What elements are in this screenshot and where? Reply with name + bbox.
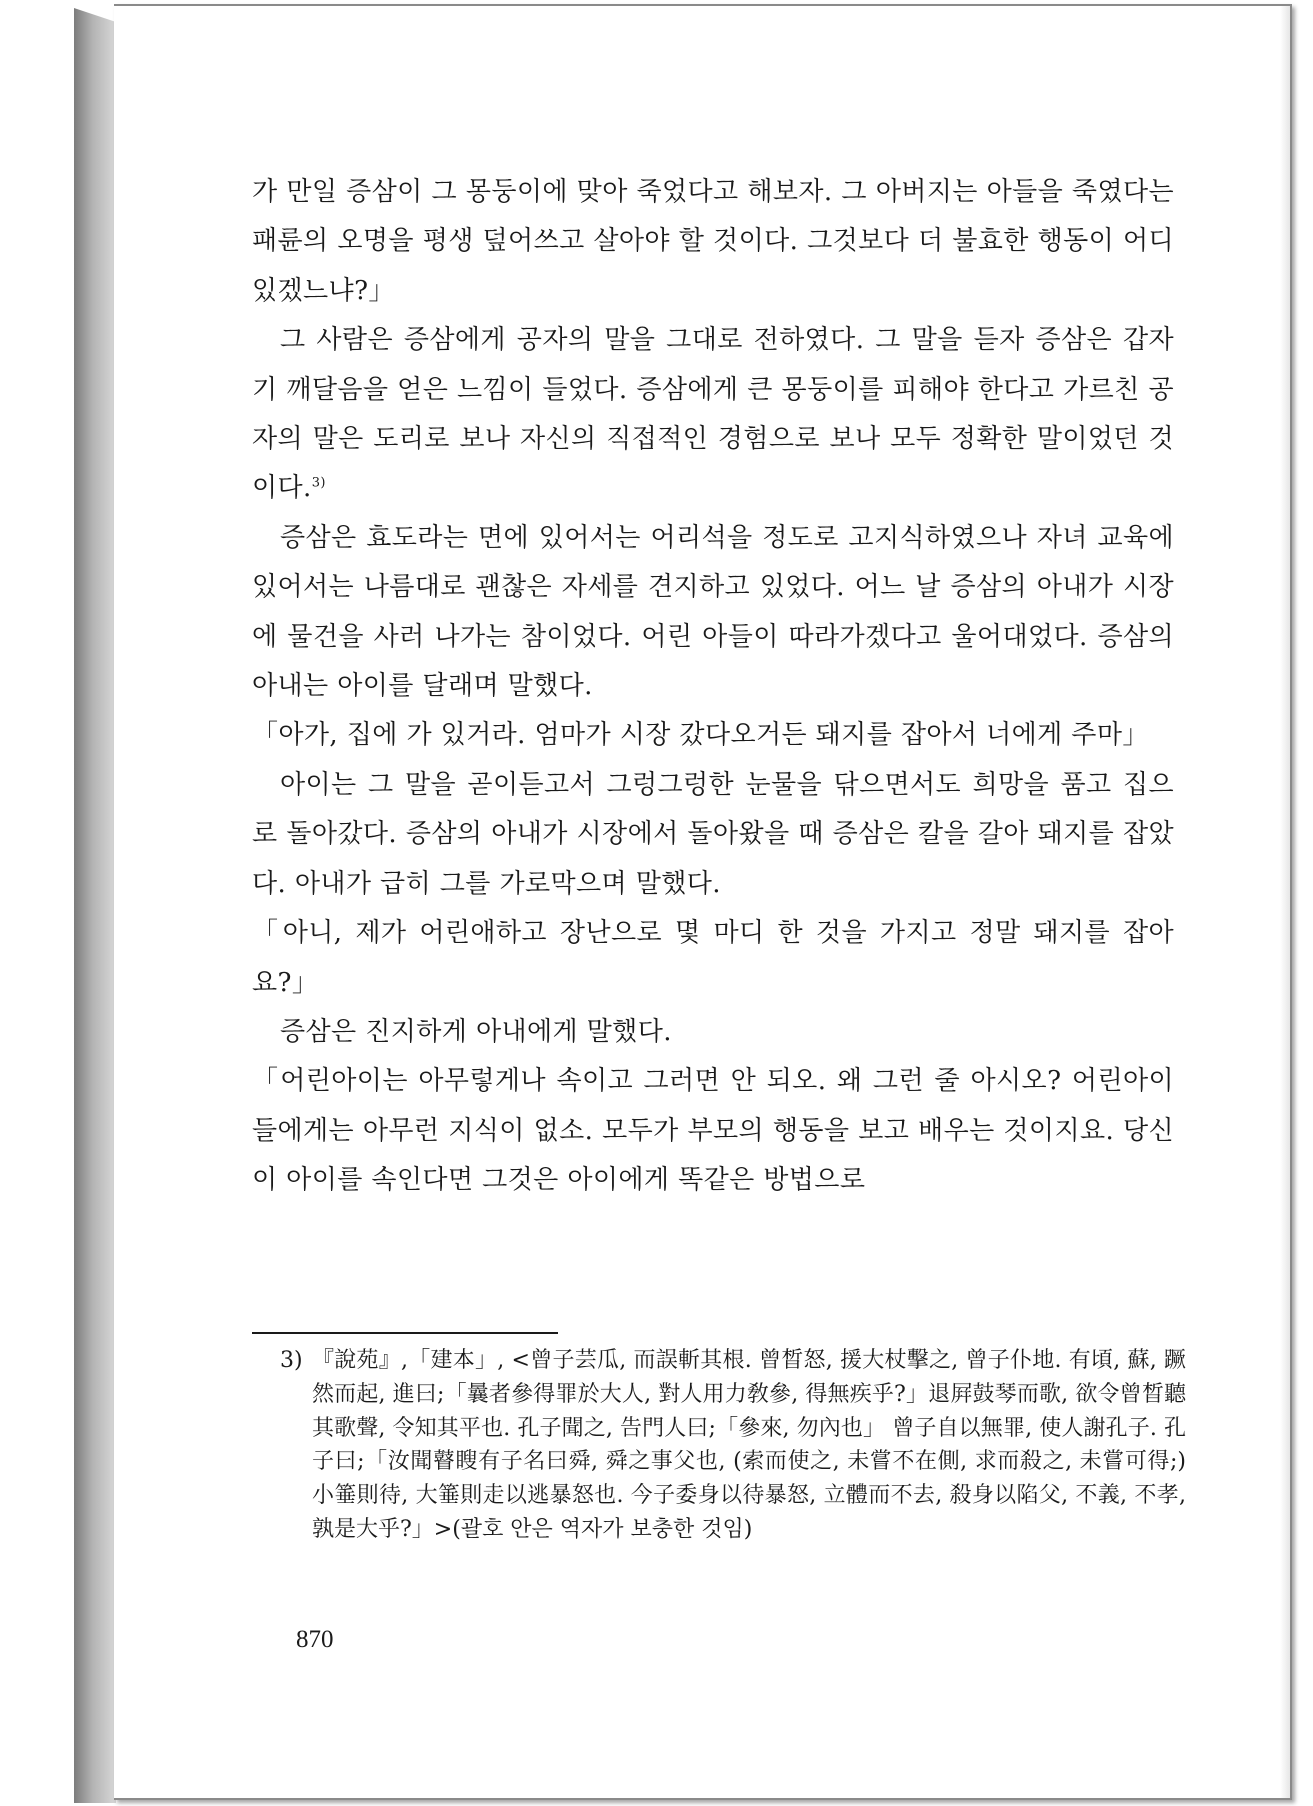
page-edge — [1280, 6, 1290, 1798]
footnote-number: 3) — [280, 1348, 303, 1373]
paragraph-6: 「아니, 제가 어린애하고 장난으로 몇 마디 한 것을 가지고 정말 돼지를 잡아요?」 — [252, 918, 1174, 998]
paragraph-7: 증삼은 진지하게 아내에게 말했다. — [280, 1016, 672, 1047]
paragraph-4: 「아가, 집에 가 있거라. 엄마가 시장 갔다오거든 돼지를 잡아서 너에게 주마」 — [252, 720, 1149, 751]
paragraph-2: 그 사람은 증삼에게 공자의 말을 그대로 전하였다. 그 말을 듣자 증삼은 갑자기 깨달음을 얻은 느낌이 들었다. 증삼에게 큰 몽둥이를 피해야 한다고 가르친 공자의 말은 도리로 보나 자신의 직접적인 경험으로 보나 모두 정확한 말이었던 것이다.$^{3)}$ — [252, 325, 1174, 504]
footnote — [280, 1344, 1186, 1547]
paragraph-1: 가 만일 증삼이 그 몽둥이에 맞아 죽었다고 해보자. 그 아버지는 아들을 죽였다는 패륜의 오명을 평생 덮어쓰고 살아야 할 것이다. 그것보다 더 불효한 행동이 어디 있겠느냐?」 — [252, 177, 1174, 306]
paragraph-8: 「어린아이는 아무렇게나 속이고 그러면 안 되오. 왜 그런 줄 아시오? 어린아이들에게는 아무런 지식이 없소. 모두가 부모의 행동을 보고 배우는 것이지요. 당신이 아이를 속인다면 그것은 아이에게 똑같은 방법으로 — [252, 1066, 1174, 1196]
page-number: 870 — [296, 1626, 334, 1653]
footnote-text: 『說苑』,「建本」, <曾子芸瓜, 而誤斬其根. 曾晳怒, 援大杖擊之, 曾子仆地. 有頃, 蘇, 蹶然而起, 進曰;「曩者參得罪於大人, 對人用力敎參, 得無疾乎?」退屛鼓琴而歌, 欲令曾晳聽其歌聲, 令知其平也. 孔子聞之, 告門人曰;「參來, 勿內也」 曾子自以無罪, 使人謝孔子. 孔子曰;「汝聞瞽瞍有子名曰舜, 舜之事父也, (索而使之, 未嘗不在側, 求而殺之, 未嘗可得;) 小箠則待, 大箠則走以逃暴怒也. 今子委身以待暴怒, 立體而不去, 殺身以陷父, 不義, 不孝, 孰是大乎?」>(괄호 안은 역자가 보충한 것임) — [312, 1348, 1186, 1542]
book-page — [114, 4, 1292, 1800]
paragraph-3: 증삼은 효도라는 면에 있어서는 어리석을 정도로 고지식하였으나 자녀 교육에 있어서는 나름대로 괜찮은 자세를 견지하고 있었다. 어느 날 증삼의 아내가 시장에 물건을 사러 나가는 참이었다. 어린 아들이 따라가겠다고 울어대었다. 증삼의 아내는 아이를 달래며 말했다. — [252, 522, 1174, 702]
paragraph-5: 아이는 그 말을 곧이듣고서 그렁그렁한 눈물을 닦으면서도 희망을 품고 집으로 돌아갔다. 증삼의 아내가 시장에서 돌아왔을 때 증삼은 칼을 갈아 돼지를 잡았다. 아내가 급히 그를 가로막으며 말했다. — [252, 769, 1174, 899]
body-text — [252, 168, 1174, 1206]
footnote-reference[interactable]: 3) — [311, 475, 326, 491]
book-spine — [74, 8, 116, 1803]
footnote-divider — [252, 1332, 558, 1334]
